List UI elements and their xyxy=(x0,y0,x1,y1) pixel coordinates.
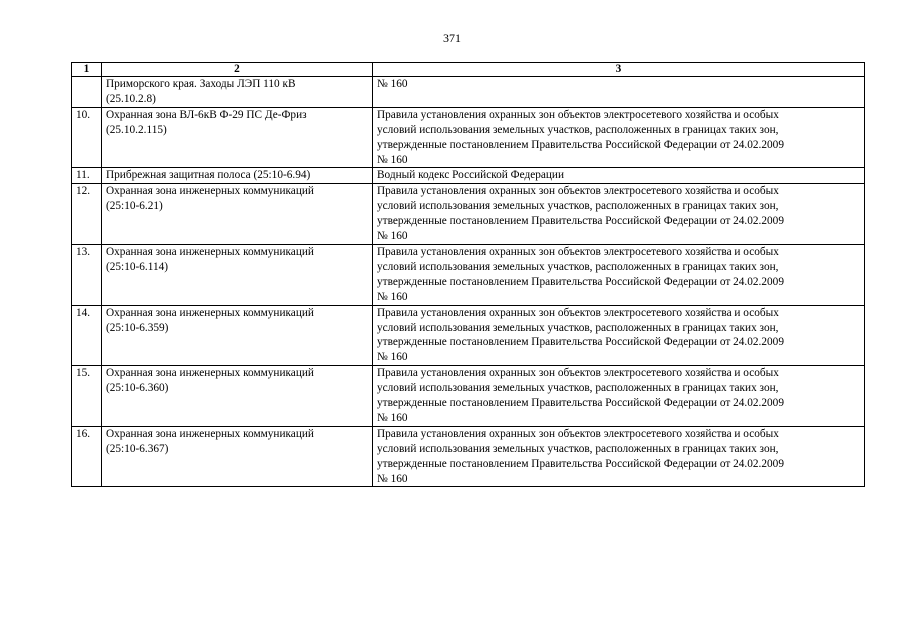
zone-object-line: Охранная зона инженерных коммуникаций xyxy=(106,245,314,258)
row-number: 10. xyxy=(72,107,102,168)
legal-document-line: утвержденные постановлением Правительства Российской Федерации от 24.02.2009 xyxy=(377,275,784,288)
legal-document-line: Правила установления охранных зон объектов электросетевого хозяйства и особых xyxy=(377,245,779,258)
legal-document-line: № 160 xyxy=(377,78,408,90)
zone-object-line: Охранная зона инженерных коммуникаций xyxy=(106,185,314,198)
zone-object-cell xyxy=(102,366,373,427)
row-number: 14. xyxy=(72,305,102,366)
row-number: 13. xyxy=(72,244,102,305)
legal-document-cell xyxy=(373,168,865,184)
row-number: 12. xyxy=(72,184,102,245)
header-col-1: 1 xyxy=(72,63,102,77)
legal-document-cell xyxy=(373,244,865,305)
header-col-3: 3 xyxy=(373,63,865,77)
zone-object-cell xyxy=(102,168,373,184)
zone-object-line: Охранная зона ВЛ-6кВ Ф-29 ПС Де-Фриз xyxy=(106,108,307,121)
zone-object-line: (25:10-6.367) xyxy=(106,442,169,455)
zones-table xyxy=(71,62,865,487)
legal-document-line: утвержденные постановлением Правительства Российской Федерации от 24.02.2009 xyxy=(377,336,784,349)
table-row xyxy=(72,305,865,366)
table-row xyxy=(72,77,865,108)
table-header xyxy=(72,63,865,77)
legal-document-line: условий использования земельных участков, расположенных в границах таких зон, xyxy=(377,260,779,273)
zone-object-line: Прибрежная защитная полоса (25:10-6.94) xyxy=(106,169,311,182)
legal-document-line: условий использования земельных участков, расположенных в границах таких зон, xyxy=(377,382,779,395)
zone-object-cell xyxy=(102,244,373,305)
legal-document-cell xyxy=(373,305,865,366)
table-row xyxy=(72,244,865,305)
zone-object-line: Приморского края. Заходы ЛЭП 110 кВ xyxy=(106,78,296,90)
legal-document-line: № 160 xyxy=(377,230,408,243)
zone-object-line: (25.10.2.8) xyxy=(106,92,156,105)
page-number: 371 xyxy=(443,31,461,45)
legal-document-cell xyxy=(373,77,865,108)
table-row xyxy=(72,426,865,487)
legal-document-line: Правила установления охранных зон объектов электросетевого хозяйства и особых xyxy=(377,185,779,198)
zone-object-line: (25:10-6.114) xyxy=(106,260,169,273)
legal-document-cell xyxy=(373,107,865,168)
table-body xyxy=(72,77,865,487)
legal-document-line: № 160 xyxy=(377,472,408,485)
zone-object-line: Охранная зона инженерных коммуникаций xyxy=(106,306,314,319)
legal-document-line: утвержденные постановлением Правительства Российской Федерации от 24.02.2009 xyxy=(377,457,784,470)
row-number xyxy=(72,77,102,108)
table-row xyxy=(72,107,865,168)
legal-document-line: № 160 xyxy=(377,153,408,166)
zone-object-cell xyxy=(102,107,373,168)
table-row xyxy=(72,168,865,184)
legal-document-line: № 160 xyxy=(377,290,408,303)
legal-document-line: Правила установления охранных зон объектов электросетевого хозяйства и особых xyxy=(377,306,779,319)
legal-document-cell xyxy=(373,184,865,245)
legal-document-cell xyxy=(373,426,865,487)
header-row xyxy=(72,63,865,77)
legal-document-line: Водный кодекс Российской Федерации xyxy=(377,169,565,182)
header-col-2: 2 xyxy=(102,63,373,77)
legal-document-line: Правила установления охранных зон объектов электросетевого хозяйства и особых xyxy=(377,427,779,440)
zone-object-line: (25.10.2.115) xyxy=(106,123,167,136)
row-number: 15. xyxy=(72,366,102,427)
legal-document-line: условий использования земельных участков, расположенных в границах таких зон, xyxy=(377,321,779,334)
zone-object-cell xyxy=(102,305,373,366)
legal-document-line: условий использования земельных участков, расположенных в границах таких зон, xyxy=(377,442,779,455)
table-row xyxy=(72,184,865,245)
row-number: 11. xyxy=(72,168,102,184)
legal-document-line: Правила установления охранных зон объектов электросетевого хозяйства и особых xyxy=(377,108,779,121)
zone-object-line: (25:10-6.21) xyxy=(106,200,163,213)
zone-object-cell xyxy=(102,77,373,108)
zone-object-cell xyxy=(102,184,373,245)
row-number: 16. xyxy=(72,426,102,487)
legal-document-line: Правила установления охранных зон объектов электросетевого хозяйства и особых xyxy=(377,367,779,380)
zone-object-cell xyxy=(102,426,373,487)
table-row xyxy=(72,366,865,427)
legal-document-line: утвержденные постановлением Правительства Российской Федерации от 24.02.2009 xyxy=(377,138,784,151)
legal-document-cell xyxy=(373,366,865,427)
zone-object-line: (25:10-6.360) xyxy=(106,382,169,395)
zone-object-line: Охранная зона инженерных коммуникаций xyxy=(106,367,314,380)
legal-document-line: условий использования земельных участков, расположенных в границах таких зон, xyxy=(377,200,779,213)
legal-document-line: утвержденные постановлением Правительства Российской Федерации от 24.02.2009 xyxy=(377,397,784,410)
legal-document-line: № 160 xyxy=(377,351,408,364)
legal-document-line: № 160 xyxy=(377,411,408,424)
legal-document-line: утвержденные постановлением Правительства Российской Федерации от 24.02.2009 xyxy=(377,215,784,228)
zone-object-line: Охранная зона инженерных коммуникаций xyxy=(106,427,314,440)
legal-document-line: условий использования земельных участков, расположенных в границах таких зон, xyxy=(377,123,779,136)
zone-object-line: (25:10-6.359) xyxy=(106,321,169,334)
